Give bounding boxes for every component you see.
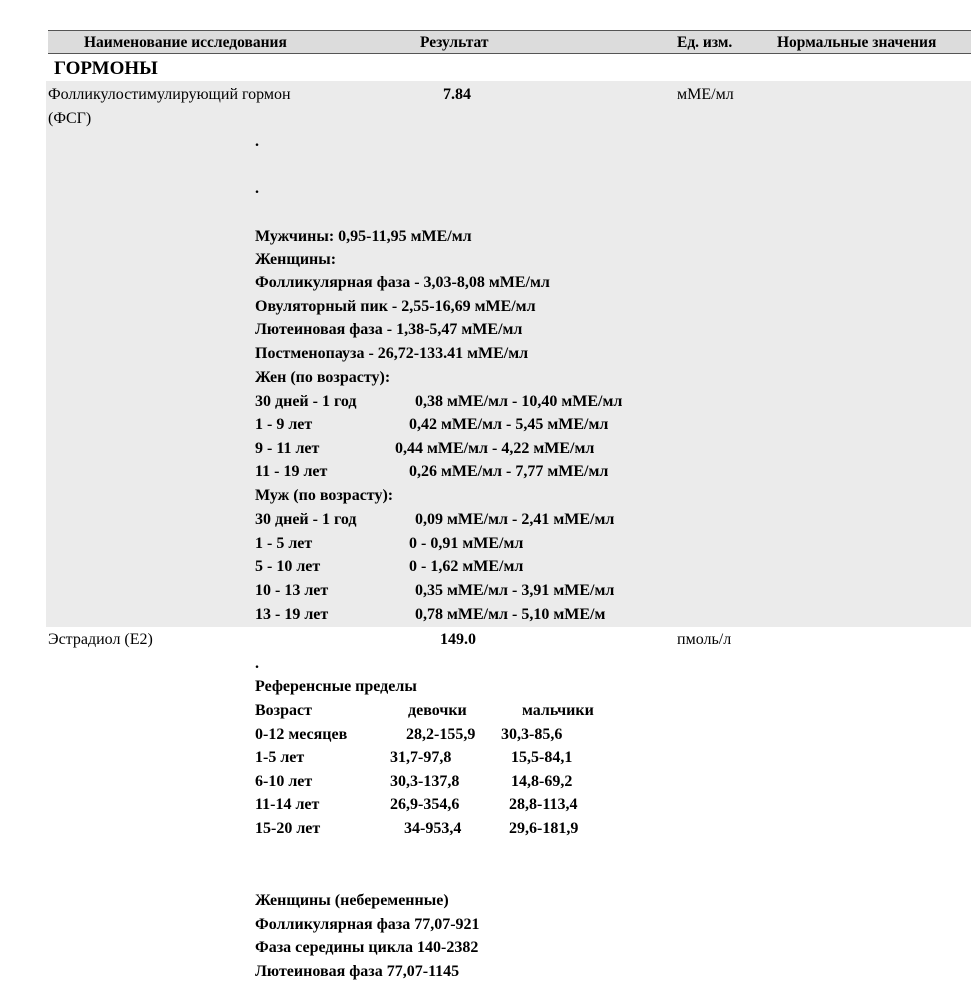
estradiol-row-age: 15-20 лет xyxy=(255,820,321,837)
estradiol-women-title: Женщины (небеременные) xyxy=(255,892,449,909)
fsh-female-range: 0,26 мМЕ/мл - 7,77 мМЕ/мл xyxy=(409,463,609,480)
fsh-ref-women: Женщины: xyxy=(255,251,337,268)
fsh-male-range: 0,78 мМЕ/мл - 5,10 мМЕ/м xyxy=(415,606,606,623)
fsh-male-age: 10 - 13 лет xyxy=(255,582,329,599)
fsh-female-age: 9 - 11 лет xyxy=(255,440,320,457)
estradiol-result: 149.0 xyxy=(440,631,476,648)
fsh-female-range: 0,44 мМЕ/мл - 4,22 мМЕ/мл xyxy=(395,440,595,457)
fsh-male-range: 0 - 0,91 мМЕ/мл xyxy=(409,535,524,552)
fsh-male-age: 5 - 10 лет xyxy=(255,558,321,575)
estradiol-row-boys: 29,6-181,9 xyxy=(509,820,579,837)
fsh-dot-2: . xyxy=(255,180,259,197)
estradiol-col-boys: мальчики xyxy=(522,702,594,719)
estradiol-row-girls: 26,9-354,6 xyxy=(390,796,460,813)
estradiol-row-girls: 34-953,4 xyxy=(404,820,462,837)
fsh-female-range: 0,42 мМЕ/мл - 5,45 мМЕ/мл xyxy=(409,416,609,433)
estradiol-row-age: 11-14 лет xyxy=(255,796,320,813)
estradiol-row-age: 6-10 лет xyxy=(255,773,313,790)
fsh-female-age: 11 - 19 лет xyxy=(255,463,328,480)
fsh-male-age: 13 - 19 лет xyxy=(255,606,329,623)
section-title: ГОРМОНЫ xyxy=(54,58,158,79)
fsh-ref-ovulatory: Овуляторный пик - 2,55-16,69 мМЕ/мл xyxy=(255,298,536,315)
fsh-ref-luteal: Лютеиновая фаза - 1,38-5,47 мМЕ/мл xyxy=(255,321,523,338)
fsh-male-range: 0,09 мМЕ/мл - 2,41 мМЕ/мл xyxy=(415,511,615,528)
fsh-result: 7.84 xyxy=(443,86,471,103)
estradiol-ref-title: Референсные пределы xyxy=(255,678,417,695)
estradiol-row-boys: 14,8-69,2 xyxy=(511,773,573,790)
fsh-male-range: 0,35 мМЕ/мл - 3,91 мМЕ/мл xyxy=(415,582,615,599)
estradiol-row-girls: 30,3-137,8 xyxy=(390,773,460,790)
estradiol-row-age: 1-5 лет xyxy=(255,749,305,766)
estradiol-row-boys: 28,8-113,4 xyxy=(509,796,578,813)
header-name: Наименование исследования xyxy=(84,34,287,51)
fsh-ref-postmeno: Постменопауза - 26,72-133.41 мМЕ/мл xyxy=(255,345,529,362)
estradiol-unit: пмоль/л xyxy=(677,631,732,648)
header-result: Результат xyxy=(420,34,489,51)
fsh-male-age-title: Муж (по возрасту): xyxy=(255,487,394,504)
fsh-male-age: 1 - 5 лет xyxy=(255,535,313,552)
table-header xyxy=(48,30,971,54)
estradiol-name: Эстрадиол (Е2) xyxy=(48,631,153,648)
fsh-female-age-title: Жен (по возрасту): xyxy=(255,369,391,386)
header-unit: Ед. изм. xyxy=(677,34,733,51)
fsh-name-line1: Фолликулостимулирующий гормон xyxy=(48,86,291,103)
estradiol-row-girls: 31,7-97,8 xyxy=(390,749,452,766)
fsh-male-range: 0 - 1,62 мМЕ/мл xyxy=(409,558,524,575)
estradiol-row-age: 0-12 месяцев xyxy=(255,726,348,743)
fsh-male-age: 30 дней - 1 год xyxy=(255,511,357,528)
estradiol-col-girls: девочки xyxy=(408,702,467,719)
estradiol-row-girls: 28,2-155,9 xyxy=(406,726,476,743)
fsh-female-age: 30 дней - 1 год xyxy=(255,393,357,410)
fsh-female-range: 0,38 мМЕ/мл - 10,40 мМЕ/мл xyxy=(415,393,623,410)
estradiol-row-boys: 30,3-85,6 xyxy=(501,726,563,743)
fsh-unit: мМЕ/мл xyxy=(677,86,734,103)
fsh-ref-men: Мужчины: 0,95-11,95 мМЕ/мл xyxy=(255,228,472,245)
estradiol-col-age: Возраст xyxy=(255,702,312,719)
fsh-dot-1: . xyxy=(255,133,259,150)
estradiol-women-midcycle: Фаза середины цикла 140-2382 xyxy=(255,939,479,956)
estradiol-women-follicular: Фолликулярная фаза 77,07-921 xyxy=(255,916,480,933)
estradiol-women-luteal: Лютеиновая фаза 77,07-1145 xyxy=(255,963,460,980)
estradiol-dot: . xyxy=(255,655,259,672)
fsh-name-line2: (ФСГ) xyxy=(48,110,92,127)
header-norm: Нормальные значения xyxy=(777,34,937,51)
estradiol-row-boys: 15,5-84,1 xyxy=(511,749,573,766)
fsh-female-age: 1 - 9 лет xyxy=(255,416,313,433)
fsh-ref-follicular: Фолликулярная фаза - 3,03-8,08 мМЕ/мл xyxy=(255,274,550,291)
